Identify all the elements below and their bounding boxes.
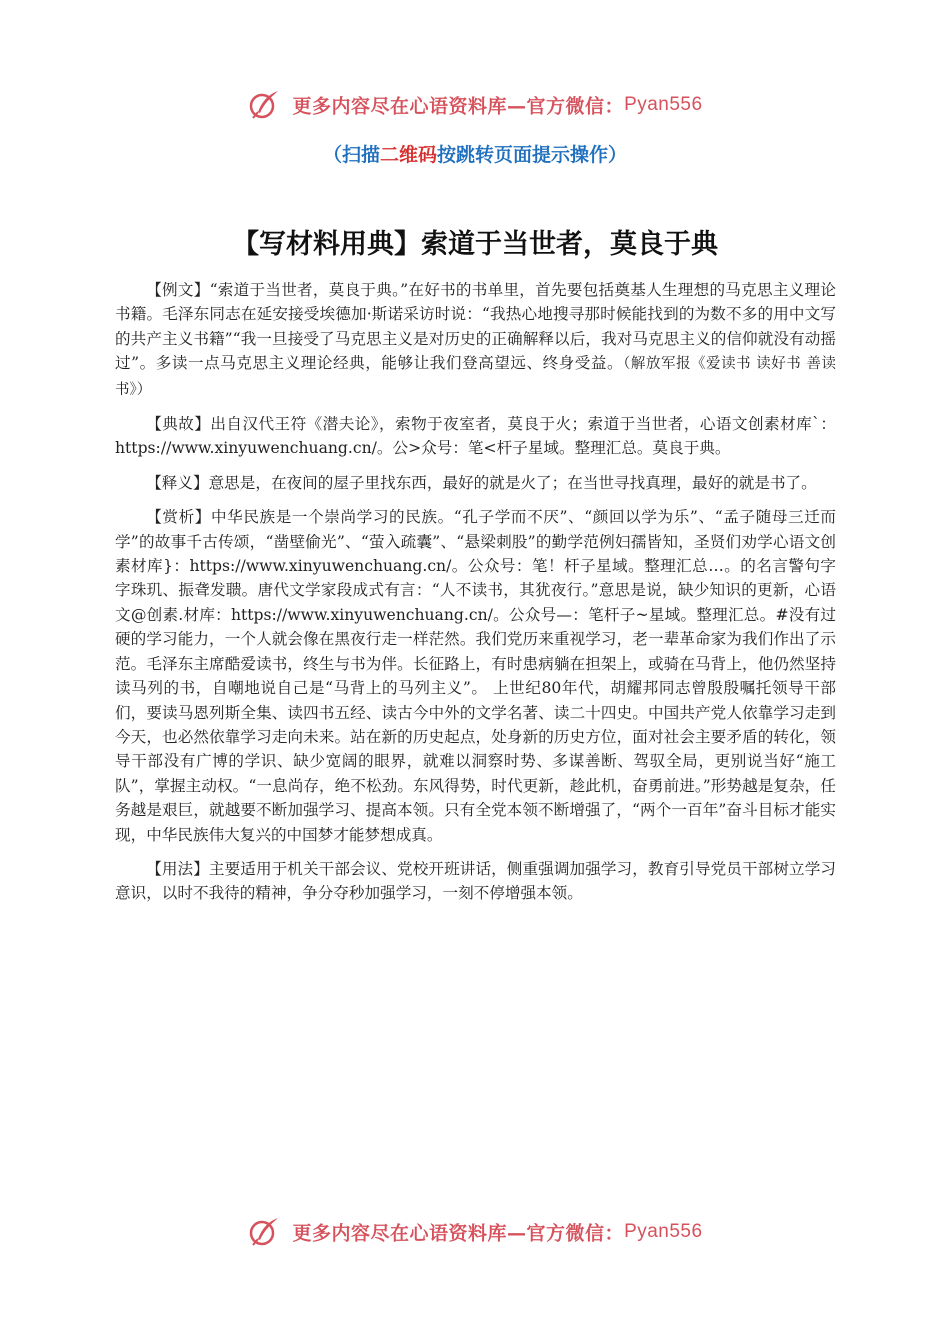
scan-hint-rest: 按跳转页面提示操作） [437,144,628,166]
scan-hint-qr: 二维码 [379,144,437,166]
paragraph-allusion [115,412,836,461]
banner-text: 更多内容尽在心语资料库—官方微信： [292,95,625,118]
paragraph-example [115,278,836,402]
text-example: “索道于当世者，莫良于典。”在好书的书单里，首先要包括奠基人生理想的马克思主义理论书籍。毛泽东同志在延安接受埃德加·斯诺采访时说：“我热心地搜寻那时候能找到的为数不多的用中文写的共产主义书籍”“我一旦接受了马克思主义是对历史的正确解释以后，我对马克思主义的信仰就没有动摇过”。多读一点马克思主义理论经典，能够让我们登高望远、终身受益。 [115,281,836,373]
paragraph-usage [115,857,836,906]
paragraph-meaning [115,471,836,495]
label-meaning: 【释义】 [146,473,209,492]
label-example: 【例文】 [146,281,210,299]
text-allusion: 出自汉代王符《潜夫论》，索物于夜室者，莫良于火；索道于当世者，心语文创素材库`：https://www.xinyuwenchuang.cn/。公>众号：笔<杆子星域。整理汇总。莫良于典。 [115,415,836,458]
label-analysis: 【赏析】 [146,508,211,527]
text-usage: 主要适用于机关干部会议、党校开班讲话，侧重强调加强学习，教育引导党员干部树立学习意识，以时不我待的精神，争分夺秒加强学习，一刻不停增强本领。 [115,859,836,903]
label-usage: 【用法】 [146,859,209,878]
quill-logo-icon [247,88,281,122]
banner-text: 更多内容尽在心语资料库—官方微信： [292,1222,625,1245]
wechat-id: Pyan556 [624,1221,703,1242]
source-citation: （解放军报《爱读书 读好书 善读书》） [115,356,836,398]
text-analysis: 中华民族是一个崇尚学习的民族。“孔子学而不厌”、“颜回以学为乐”、“孟子随母三迁而学”的故事千古传颂，“凿壁偷光”、“萤入疏囊”、“悬梁刺股”的勤学范例妇孺皆知，圣贤们劝学心语文创素材库}：https://www.xinyuwenchuang.cn/。公众号：笔！杆子星域。整理汇总…。的名言警句字字珠玑、振聋发聩。唐代文学家段成式有言：“人不读书，其犹夜行。”意思是说，缺少知识的更新，心语文@创素.材库：https://www.xinyuwenchuang.cn/。公众号—：笔杆子~星域。整理汇总。#没有过硬的学习能力，一个人就会像在黑夜行走一样茫然。我们党历来重视学习，老一辈革命家为我们作出了示范。毛泽东主席酷爱读书，终生与书为伴。长征路上，有时患病躺在担架上，或骑在马背上，他仍然坚持读马列的书，自嘲地说自己是“马背上的马列主义”。 上世纪80年代，胡耀邦同志曾殷殷嘱托领导干部们，要读马恩列斯全集、读四书五经、读古今中外的文学名著、读二十四史。中国共产党人依靠学习走到今天，也必然依靠学习走向未来。站在新的历史起点，处身新的历史方位，面对社会主要矛盾的转化，领导干部没有广博的学识、缺少宽阔的眼界，就难以洞察时势、多谋善断、驾驭全局，更别说当好“施工队”，掌握主动权。“一息尚存，绝不松劲。东风得势，时代更新，趁此机，奋勇前进。”形势越是复杂，任务越是艰巨，就越要不断加强学习、提高本领。只有全党本领不断增强了，“两个一百年”奋斗目标才能实现，中华民族伟大复兴的中国梦才能梦想成真。 [115,508,836,844]
paragraph-analysis [115,505,836,847]
label-allusion: 【典故】 [146,415,211,434]
page-title: 【写材料用典】索道于当世者，莫良于典 [232,229,718,260]
article-body [115,278,836,916]
quill-logo-icon [247,1215,281,1249]
scan-hint [0,140,950,167]
wechat-id: Pyan556 [624,94,703,115]
scan-hint-open: （扫描 [322,144,380,166]
footer-banner [0,1215,950,1249]
text-meaning: 意思是，在夜间的屋子里找东西，最好的就是火了；在当世寻找真理，最好的就是书了。 [208,473,817,492]
header-banner [0,88,950,122]
